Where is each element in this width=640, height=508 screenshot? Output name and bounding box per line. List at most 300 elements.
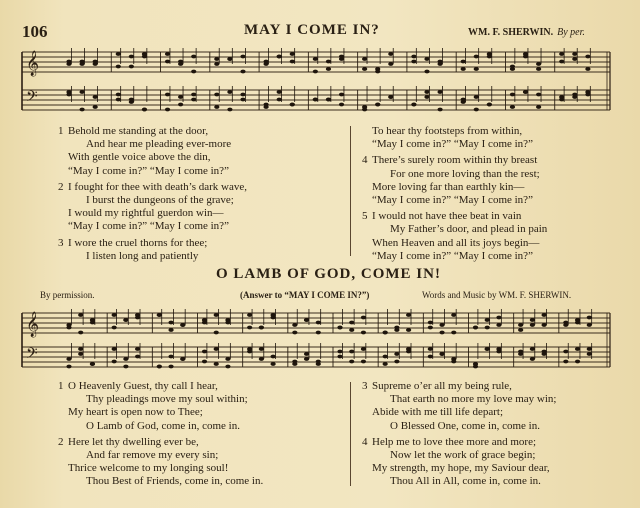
note-head	[362, 67, 367, 71]
note-head	[202, 360, 207, 364]
verse-line	[58, 207, 247, 220]
note-head	[428, 347, 433, 351]
note-head	[485, 318, 490, 322]
note-head	[313, 98, 318, 102]
note-head	[180, 323, 185, 327]
note-head	[563, 360, 568, 364]
verse-text: With gentle voice above the din,	[68, 151, 211, 164]
note-head	[411, 60, 416, 64]
note-head	[214, 347, 219, 351]
note-head	[93, 105, 98, 109]
verse-number: 5	[362, 210, 368, 223]
note-head	[79, 90, 84, 94]
note-head	[349, 328, 354, 332]
note-head	[530, 357, 535, 361]
note-head	[326, 98, 331, 102]
note-head	[292, 362, 297, 366]
note-head	[337, 355, 342, 359]
note-head	[474, 95, 479, 99]
verse-1	[58, 380, 263, 433]
note-head	[424, 57, 429, 61]
note-head	[394, 352, 399, 356]
verse-line	[362, 237, 547, 250]
note-head	[93, 95, 98, 99]
note-head	[496, 347, 501, 351]
note-head	[536, 105, 541, 109]
note-head	[191, 93, 196, 97]
note-head	[202, 318, 207, 322]
note-head	[112, 326, 117, 330]
verse-5	[362, 210, 547, 263]
note-head	[271, 362, 276, 366]
verse-text: Thrice welcome to my longing soul!	[68, 462, 229, 475]
note-head	[240, 98, 245, 102]
verse-line	[362, 475, 556, 488]
note-head	[165, 52, 170, 56]
note-head	[165, 93, 170, 97]
note-head	[406, 328, 411, 332]
verse-line	[362, 181, 547, 194]
note-head	[487, 55, 492, 59]
note-head	[214, 362, 219, 366]
verse-2	[58, 181, 247, 234]
verse-number: 3	[362, 380, 368, 392]
note-head	[523, 90, 528, 94]
note-head	[572, 95, 577, 99]
verse-text: And hear me pleading ever-more	[86, 138, 232, 151]
bass-clef-icon: 𝄢	[26, 88, 38, 109]
verse-line	[58, 194, 247, 207]
verse-line	[58, 380, 263, 393]
note-head	[388, 95, 393, 99]
hymn1-composer: WM. F. SHERWIN.	[468, 27, 554, 38]
note-head	[394, 326, 399, 330]
note-head	[277, 90, 282, 94]
verse-line	[362, 393, 556, 406]
note-head	[66, 93, 71, 97]
verse-line	[58, 181, 247, 194]
note-head	[129, 98, 134, 102]
note-head	[78, 347, 83, 351]
note-head	[191, 70, 196, 74]
verse-text: I would my rightful guerdon win—	[68, 207, 224, 220]
note-head	[316, 321, 321, 325]
note-head	[180, 357, 185, 361]
note-head	[168, 328, 173, 332]
note-head	[157, 365, 162, 369]
note-head	[66, 62, 71, 66]
note-head	[225, 365, 230, 369]
note-head	[112, 313, 117, 317]
note-head	[383, 355, 388, 359]
note-head	[394, 360, 399, 364]
note-head	[428, 321, 433, 325]
note-head	[406, 313, 411, 317]
note-head	[227, 108, 232, 112]
note-head	[559, 52, 564, 56]
verse-text: When Heaven and all its joys begin—	[372, 236, 540, 249]
hymn1-title: MAY I COME IN?	[244, 22, 380, 38]
note-head	[536, 93, 541, 97]
note-head	[510, 105, 515, 109]
verse-text: O Lamb of God, come in, come in.	[86, 419, 240, 432]
verse-line	[58, 475, 263, 488]
verse-text: There’s surely room within thy breast	[372, 154, 538, 167]
verse-text: My heart is open now to Thee;	[68, 406, 203, 419]
verse-number: 2	[58, 435, 64, 448]
verse-line	[362, 210, 547, 223]
verse-line	[58, 462, 263, 475]
note-head	[112, 360, 117, 364]
note-head	[530, 347, 535, 351]
note-head	[461, 60, 466, 64]
verse-line	[58, 165, 247, 178]
verse-line	[58, 125, 247, 138]
note-head	[439, 323, 444, 327]
treble-clef-icon: 𝄞	[26, 312, 40, 337]
note-head	[496, 316, 501, 320]
note-head	[247, 347, 252, 351]
note-head	[424, 95, 429, 99]
note-head	[388, 52, 393, 56]
note-head	[572, 57, 577, 61]
verse-2	[58, 436, 263, 489]
note-head	[277, 55, 282, 59]
note-head	[157, 313, 162, 317]
note-head	[510, 67, 515, 71]
note-head	[536, 67, 541, 71]
note-head	[424, 70, 429, 74]
note-head	[225, 357, 230, 361]
note-head	[79, 62, 84, 66]
note-head	[277, 98, 282, 102]
note-head	[165, 60, 170, 64]
verse-text: I fought for thee with death’s dark wave,	[68, 180, 247, 193]
verse-line	[58, 420, 263, 433]
note-head	[451, 331, 456, 335]
note-head	[474, 55, 479, 59]
hymn2-title: O LAMB OF GOD, COME IN!	[216, 266, 441, 282]
note-head	[542, 352, 547, 356]
verse-number: 4	[362, 435, 368, 448]
note-head	[439, 331, 444, 335]
note-head	[530, 323, 535, 327]
verse-text: “May I come in?” “May I come in?”	[372, 138, 533, 151]
note-head	[129, 55, 134, 59]
note-head	[78, 313, 83, 317]
verse-4	[362, 154, 547, 207]
verse-line	[58, 138, 247, 151]
verse-line	[362, 462, 556, 475]
verse-text: More loving far than earthly kin—	[372, 180, 525, 193]
note-head	[316, 360, 321, 364]
note-head	[563, 323, 568, 327]
note-head	[496, 323, 501, 327]
verse-line	[58, 449, 263, 462]
note-head	[123, 365, 128, 369]
verse-line	[58, 151, 247, 164]
note-head	[304, 318, 309, 322]
note-head	[337, 326, 342, 330]
note-head	[487, 103, 492, 107]
verse-text: Thou Best of Friends, come in, come in.	[86, 475, 264, 488]
note-head	[473, 326, 478, 330]
verse-number: 3	[58, 236, 64, 249]
verse-text: Thou All in All, come in, come in.	[390, 475, 541, 488]
verse-line	[362, 250, 547, 263]
note-head	[123, 357, 128, 361]
note-head	[304, 352, 309, 356]
note-head	[178, 95, 183, 99]
note-head	[214, 313, 219, 317]
verse-text: “May I come in?” “May I come in?”	[68, 220, 229, 233]
note-head	[240, 93, 245, 97]
note-head	[271, 313, 276, 317]
verse-4	[362, 436, 556, 489]
note-head	[214, 105, 219, 109]
verse-text: My Father’s door, and plead in pain	[390, 223, 548, 236]
note-head	[349, 350, 354, 354]
note-head	[66, 323, 71, 327]
note-head	[587, 323, 592, 327]
hymn2-verses-left	[58, 380, 263, 492]
verse-number: 1	[58, 125, 64, 137]
note-head	[168, 321, 173, 325]
note-head	[247, 313, 252, 317]
note-head	[510, 93, 515, 97]
note-head	[349, 360, 354, 364]
verse-text: O Heavenly Guest, thy call I hear,	[68, 380, 218, 392]
verse-number: 2	[58, 180, 64, 193]
note-head	[575, 321, 580, 325]
note-head	[585, 90, 590, 94]
verse-number: 4	[362, 154, 368, 167]
hymn1-verses-right	[362, 125, 547, 266]
note-head	[474, 67, 479, 71]
treble-clef-icon: 𝄞	[26, 51, 40, 76]
note-head	[123, 318, 128, 322]
verse-text: I would not have thee beat in vain	[372, 210, 522, 223]
note-head	[428, 326, 433, 330]
verse-text: To hear thy footsteps from within,	[372, 125, 523, 137]
note-head	[135, 355, 140, 359]
note-head	[326, 67, 331, 71]
note-head	[451, 313, 456, 317]
note-head	[313, 57, 318, 61]
hymn1-by-permission: By per.	[557, 27, 585, 38]
verse-line	[58, 237, 247, 250]
verse-text: “May I come in?” “May I come in?”	[68, 164, 229, 177]
note-head	[142, 108, 147, 112]
verse-line	[362, 406, 556, 419]
note-head	[474, 108, 479, 112]
note-head	[587, 316, 592, 320]
verse-text: Now let the work of grace begin;	[390, 449, 536, 462]
note-head	[304, 357, 309, 361]
note-head	[575, 360, 580, 364]
note-head	[572, 52, 577, 56]
note-head	[247, 326, 252, 330]
note-head	[485, 347, 490, 351]
note-head	[227, 57, 232, 61]
verse-text: I listen long and patiently	[86, 249, 199, 262]
note-head	[259, 326, 264, 330]
verse-text: My strength, my hope, my Saviour dear,	[372, 462, 550, 475]
verse-line	[58, 436, 263, 449]
verse-3	[58, 237, 247, 263]
note-head	[585, 67, 590, 71]
note-head	[375, 103, 380, 107]
note-head	[559, 60, 564, 64]
note-head	[263, 103, 268, 107]
note-head	[292, 331, 297, 335]
note-head	[240, 55, 245, 59]
note-head	[411, 103, 416, 107]
note-head	[292, 323, 297, 327]
verse-line	[362, 380, 556, 393]
note-head	[129, 65, 134, 69]
verse-line	[362, 223, 547, 236]
verse-1	[58, 125, 247, 178]
note-head	[191, 55, 196, 59]
note-head	[78, 352, 83, 356]
note-head	[178, 62, 183, 66]
verse-text: And far remove my every sin;	[86, 449, 219, 462]
note-head	[263, 60, 268, 64]
verse-number: 1	[58, 380, 64, 392]
note-head	[116, 98, 121, 102]
note-head	[585, 55, 590, 59]
page-number: 106	[22, 22, 48, 41]
note-head	[90, 318, 95, 322]
verse-line	[58, 406, 263, 419]
note-head	[473, 365, 478, 369]
verse-text: Abide with me till life depart;	[372, 406, 504, 419]
verse-text: Thy pleadings move my soul within;	[86, 393, 248, 406]
note-head	[485, 326, 490, 330]
bass-clef-icon: 𝄢	[26, 345, 38, 366]
note-head	[259, 357, 264, 361]
note-head	[214, 93, 219, 97]
note-head	[240, 70, 245, 74]
verse-line	[362, 125, 547, 138]
verse-text: I burst the dungeons of the grave;	[86, 194, 234, 207]
note-head	[112, 347, 117, 351]
note-head	[362, 57, 367, 61]
note-head	[313, 70, 318, 74]
note-head	[290, 60, 295, 64]
verse-text: That earth no more my love may win;	[390, 393, 557, 406]
note-head	[339, 93, 344, 97]
note-head	[349, 321, 354, 325]
note-head	[383, 331, 388, 335]
note-head	[116, 52, 121, 56]
verse-line	[362, 154, 547, 167]
verse-cont	[362, 125, 547, 151]
note-head	[587, 347, 592, 351]
note-head	[214, 57, 219, 61]
note-head	[191, 98, 196, 102]
note-head	[362, 108, 367, 112]
note-head	[361, 331, 366, 335]
note-head	[361, 347, 366, 351]
note-head	[518, 328, 523, 332]
hymn1-column-divider	[350, 126, 351, 256]
note-head	[563, 350, 568, 354]
note-head	[326, 60, 331, 64]
note-head	[518, 350, 523, 354]
note-head	[559, 98, 564, 102]
note-head	[406, 347, 411, 351]
note-head	[135, 347, 140, 351]
note-head	[530, 318, 535, 322]
note-head	[290, 103, 295, 107]
note-head	[290, 52, 295, 56]
note-head	[337, 350, 342, 354]
note-head	[461, 98, 466, 102]
note-head	[536, 62, 541, 66]
note-head	[227, 90, 232, 94]
hymn2-permission: By permission.	[40, 290, 95, 300]
hymn1-verses-left	[58, 125, 247, 266]
note-head	[575, 347, 580, 351]
note-head	[428, 355, 433, 359]
note-head	[202, 350, 207, 354]
note-head	[271, 355, 276, 359]
verse-line	[58, 250, 247, 263]
verse-line	[362, 420, 556, 433]
verse-line	[362, 138, 547, 151]
hymn2-answer-note: (Answer to “MAY I COME IN?”)	[240, 290, 370, 300]
note-head	[542, 313, 547, 317]
note-head	[339, 103, 344, 107]
note-head	[214, 62, 219, 66]
hymn2-verses-right	[362, 380, 556, 492]
note-head	[375, 67, 380, 71]
note-head	[587, 352, 592, 356]
note-head	[168, 355, 173, 359]
verse-line	[362, 449, 556, 462]
note-head	[93, 60, 98, 64]
verse-line	[362, 168, 547, 181]
verse-text: Help me to love thee more and more;	[372, 435, 537, 448]
verse-text: Behold me standing at the door,	[68, 125, 209, 137]
note-head	[79, 108, 84, 112]
note-head	[165, 108, 170, 112]
note-head	[518, 323, 523, 327]
note-head	[168, 365, 173, 369]
note-head	[116, 93, 121, 97]
verse-line	[58, 220, 247, 233]
note-head	[411, 55, 416, 59]
verse-text: “May I come in?” “May I come in?”	[372, 249, 533, 262]
verse-line	[362, 436, 556, 449]
note-head	[424, 90, 429, 94]
note-head	[214, 331, 219, 335]
note-head	[78, 331, 83, 335]
hymn2-credit: Words and Music by WM. F. SHERWIN.	[422, 290, 572, 300]
verse-3	[362, 380, 556, 433]
note-head	[451, 357, 456, 361]
note-head	[361, 316, 366, 320]
note-head	[66, 365, 71, 369]
note-head	[90, 362, 95, 366]
note-head	[388, 62, 393, 66]
verse-text: “May I come in?” “May I come in?”	[372, 194, 533, 207]
note-head	[523, 52, 528, 56]
note-head	[383, 362, 388, 366]
note-head	[437, 60, 442, 64]
